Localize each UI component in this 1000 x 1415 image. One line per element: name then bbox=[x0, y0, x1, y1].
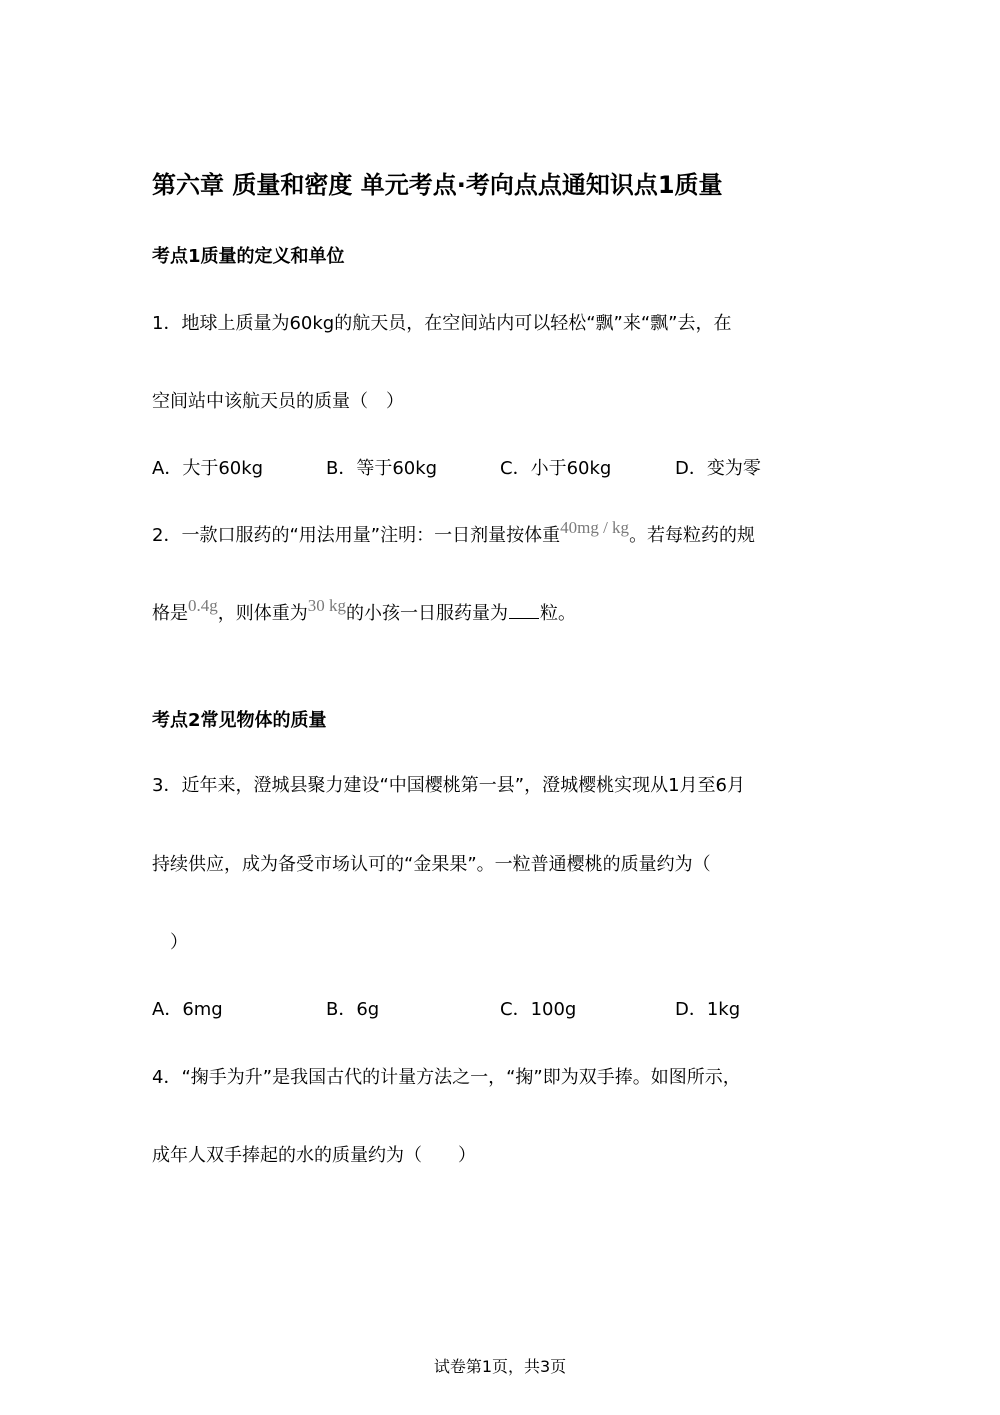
question-2-text-c: 格是 bbox=[152, 603, 188, 624]
option-c: C．100g bbox=[500, 999, 577, 1020]
section-heading-2: 考点2常见物体的质量 bbox=[152, 710, 327, 731]
body-weight-formula: 30 kg bbox=[307, 596, 346, 615]
question-2-text-a: 2．一款口服药的“用法用量”注明：一日剂量按体重 bbox=[152, 525, 561, 546]
pill-mass-formula: 0.4g bbox=[188, 596, 218, 615]
option-b: B．等于60kg bbox=[326, 458, 438, 479]
page-footer: 试卷第1页，共3页 bbox=[433, 1357, 567, 1376]
answer-blank bbox=[509, 600, 539, 619]
section-heading-1: 考点1质量的定义和单位 bbox=[152, 246, 345, 267]
option-d: D．1kg bbox=[675, 999, 741, 1020]
question-4-line-1: 4．“掬手为升”是我国古代的计量方法之一，“掬”即为双手捧。如图所示， bbox=[152, 1067, 741, 1088]
option-d: D．变为零 bbox=[675, 458, 761, 479]
page-title: 第六章 质量和密度 单元考点·考向点点通知识点1质量 bbox=[152, 171, 723, 199]
question-2-text-d: ，则体重为 bbox=[217, 603, 308, 624]
option-c: C．小于60kg bbox=[500, 458, 612, 479]
question-3-line-2: 持续供应，成为备受市场认可的“金果果”。一粒普通樱桃的质量约为（ bbox=[152, 854, 711, 875]
question-2-line-2 bbox=[152, 596, 852, 628]
question-2-text-e: 的小孩一日服药量为 bbox=[346, 603, 508, 624]
question-3-line-3: ） bbox=[152, 932, 188, 953]
option-b: B．6g bbox=[326, 999, 380, 1020]
option-a: A．6mg bbox=[152, 999, 223, 1020]
question-2-line-1 bbox=[152, 518, 852, 550]
question-2-text-f: 粒。 bbox=[540, 603, 576, 624]
question-3-line-1: 3．近年来，澄城县聚力建设“中国樱桃第一县”，澄城樱桃实现从1月至6月 bbox=[152, 775, 746, 796]
dose-formula: 40mg / kg bbox=[560, 518, 630, 537]
question-4-line-2: 成年人双手捧起的水的质量约为（ ） bbox=[152, 1145, 476, 1166]
question-1-line-1: 1．地球上质量为60kg的航天员，在空间站内可以轻松“飘”来“飘”去，在 bbox=[152, 313, 732, 334]
question-1-line-2: 空间站中该航天员的质量（ ） bbox=[152, 391, 404, 412]
option-a: A．大于60kg bbox=[152, 458, 264, 479]
question-2-text-b: 。若每粒药的规 bbox=[629, 525, 756, 546]
